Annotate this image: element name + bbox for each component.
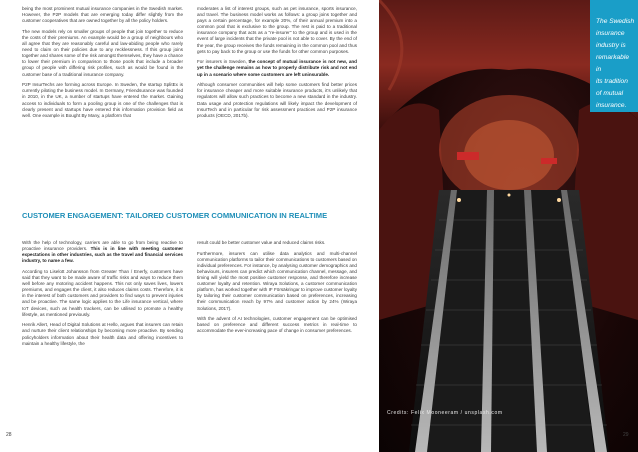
callout-line: its tradition (596, 78, 628, 85)
paragraph: being the most prominent mutual insurance companies in the Swedish market. However, the P2P models that are emerging today differ slightly from the customer cooperatives that are owned together by all the policy holders. (22, 6, 183, 24)
page-number-left: 28 (6, 432, 12, 438)
paragraph: Henrik Allert, Head of Digital Solutions at Hello, argues that insurers can retain and nurture their client relationships by becoming more proactive. By sending policyholders information about their health data and offering incentives to maintain a healthy lifestyle, the (22, 322, 183, 346)
callout-line: insurance. (596, 102, 627, 109)
paragraph: With the advent of AI technologies, customer engagement can be optimised based on preference and different success metrics in real-time to accommodate the ever-increasing pace of change in consumer preferences. (197, 316, 357, 334)
paragraph: According to Liselott Johansson from Greater Than / Enerfy, customers have said that they want to be made aware of traffic risks and ways to reduce them well before any motoring accident happens. This not only saves lives, lowers premiums, and engages the client, it also reduces claims costs. Therefore, it is in the interest of both customers and providers to find ways to prevent injuries and be proactive. The same logic applies to the Life insurance vertical, where IoT devices, such as health trackers, can be utilised to promote a healthy lifestyle, as mentioned previously. (22, 268, 183, 317)
column-3 (22, 240, 183, 351)
paragraph: P2P InsurTechs are forming across Europe. In Sweden, the startup SplitEx is currently piloting the business model. In Germany, Friendsurance was founded in 2010, in the UK, a number of startups have entered the market. Gaining access to individuals to form a pooling group is one of the challenges that is clearly present and startups have entered this information provision field as well. One example is Bought By Many, a platform that (22, 82, 183, 118)
column-4 (197, 240, 357, 339)
callout-box (590, 0, 638, 112)
paragraph: moderates a list of interest groups, such as pet insurance, sports insurance, and travel. The business model works as follows: a group joins together and pays a certain percentage, for example 20%, of their annual premium into a common pool that is exclusive to the group. The rest is paid to a traditional insurance company that acts as a "re-insurer" to the group and is used in the event of large incidents that the private pool is not able to cover. By the end of the year, the group receives the funds remaining in the common pool and thus gets to pay back to the group or use the funds for other common purposes. (197, 6, 357, 54)
paragraph (197, 59, 357, 77)
paragraph: The new models rely on smaller groups of people that join together to reduce the costs of their premiums. An example would be a group of neighbours who all agree that they are reasonably careful and law-abiding people who rarely need to claim on their policies due to any recklessness. If this group joins together and shares some of the risk amongst themselves, they have a chance to lower their premium in comparison to those pools that include a broader group of people with differing risk profiles, such as would be found in the customer base of a traditional insurance company. (22, 28, 183, 77)
right-page (379, 0, 638, 452)
paragraph (22, 240, 183, 264)
callout-line: remarkable in (596, 54, 629, 73)
emphasis-text: This is in line with meeting customer expectations in other industries, such as the travel and financial services industry, to name a few. (22, 246, 184, 264)
paragraph: Furthermore, insurers can utilise data analytics and multi-channel communication platforms to tailor their communications to customers based on individual preferences. For instance, by analysing customer demographics and behaviours, insurers can predict which communication channel, message, and timing will yield the most positive customer response, and therefore increase customer loyalty and retention. Wiraya Solutions, a customer communication platform, has worked together with IF Försäkringar to improve customer loyalty by tailoring their customer communication based on preferences, increasing their communication reach by 97% and customer action by 24% (Wiraya Solutions, 2017). (197, 250, 357, 311)
paragraph: result could be better customer value and reduced claims risks. (197, 240, 326, 245)
emphasis-text: the concept of mutual insurance is not new, and yet the challenge remains as how to properly distribute risk and not end up in a scenario where some customers are left uninsurable. (197, 59, 357, 77)
photo-credit: Credits: Felix Mooneeram / unsplash.com (387, 410, 503, 416)
callout-line: insurance (596, 30, 625, 37)
paragraph: Although consumer communities will help some customers find better prices for insurance cheaper and more suitable insurance products, it's unlikely that regulators will allow such practices to become a new standard in the industry. Data usage and protection regulations will likely impact the development of InsurTech and in particular for risk assessment practices and P2P insurance products (OECD, 2017b). (197, 82, 357, 118)
callout-line: industry is (596, 42, 626, 49)
column-2 (197, 6, 357, 123)
column-1 (22, 6, 183, 123)
page-number-right: 29 (623, 432, 629, 438)
paragraph-text: With the help of technology, carriers are able to go from being reactive to proactive insurance providers. (22, 240, 183, 252)
callout-line: of mutual (596, 90, 624, 97)
paragraph-text: For insurers in Sweden, (197, 59, 249, 65)
callout-line: The Swedish (596, 18, 635, 25)
section-heading: CUSTOMER ENGAGEMENT: TAILORED CUSTOMER COMMUNICATION IN REALTIME (22, 211, 328, 220)
